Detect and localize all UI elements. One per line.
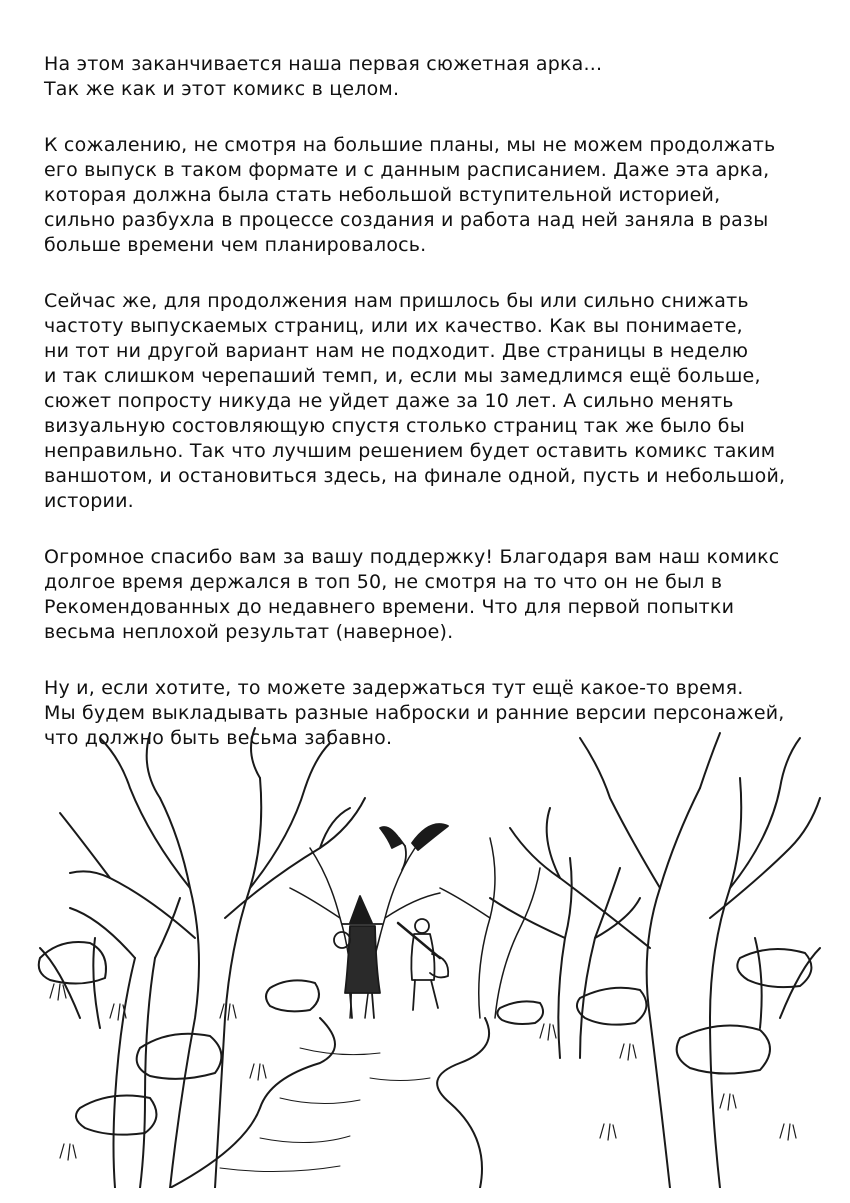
paragraph-thanks <box>44 545 814 645</box>
text-line: Огромное спасибо вам за вашу поддержку! Благодаря вам наш комикс <box>44 546 780 568</box>
paragraph-reason <box>44 133 814 258</box>
text-line: неправильно. Так что лучшим решением будет оставить комикс таким <box>44 440 776 462</box>
witch-figure <box>334 896 382 1018</box>
text-line: его выпуск в таком формате и с данным расписанием. Даже эта арка, <box>44 159 770 181</box>
text-line: ваншотом, и остановиться здесь, на финале одной, пусть и небольшой, <box>44 465 786 487</box>
left-trees <box>40 728 365 1188</box>
dragon-figure <box>380 824 448 870</box>
text-line: К сожалению, не смотря на большие планы, мы не можем продолжать <box>44 134 776 156</box>
text-line: весьма неплохой результат (наверное). <box>44 621 454 643</box>
forest-path-drawing <box>20 718 830 1188</box>
text-line: что должно быть весьма забавно. <box>44 727 393 749</box>
text-line: Ну и, если хотите, то можете задержаться тут ещё какое-то время. <box>44 677 744 699</box>
text-line: На этом заканчивается наша первая сюжетная арка... <box>44 53 603 75</box>
text-line: истории. <box>44 490 134 512</box>
author-note <box>44 52 814 782</box>
right-trees <box>490 733 820 1188</box>
forest-path-illustration <box>20 718 830 1188</box>
text-line: ни тот ни другой вариант нам не подходит. Две страницы в неделю <box>44 340 749 362</box>
paragraph-decision <box>44 289 814 514</box>
knight-figure <box>398 919 448 1010</box>
text-line: Сейчас же, для продолжения нам пришлось бы или сильно снижать <box>44 290 749 312</box>
grass-tufts <box>50 984 796 1160</box>
text-line: которая должна была стать небольшой вступительной историей, <box>44 184 721 206</box>
text-line: Рекомендованных до недавнего времени. Что для первой попытки <box>44 596 735 618</box>
text-line: сильно разбухла в процессе создания и работа над ней заняла в разы <box>44 209 769 231</box>
paragraph-arc-end <box>44 52 814 102</box>
text-line: визуальную состовляющую спустя столько страниц так же было бы <box>44 415 745 437</box>
text-line: Так же как и этот комикс в целом. <box>44 78 400 100</box>
text-line: больше времени чем планировалось. <box>44 234 427 256</box>
text-line: сюжет попросту никуда не уйдет даже за 10 лет. А сильно менять <box>44 390 734 412</box>
text-line: Мы будем выкладывать разные наброски и ранние версии персонажей, <box>44 702 785 724</box>
text-line: частоту выпускаемых страниц, или их качество. Как вы понимаете, <box>44 315 743 337</box>
rocks <box>39 942 812 1135</box>
text-line: и так слишком черепаший темп, и, если мы замедлимся ещё больше, <box>44 365 761 387</box>
text-line: долгое время держался в топ 50, не смотря на то что он не был в <box>44 571 723 593</box>
